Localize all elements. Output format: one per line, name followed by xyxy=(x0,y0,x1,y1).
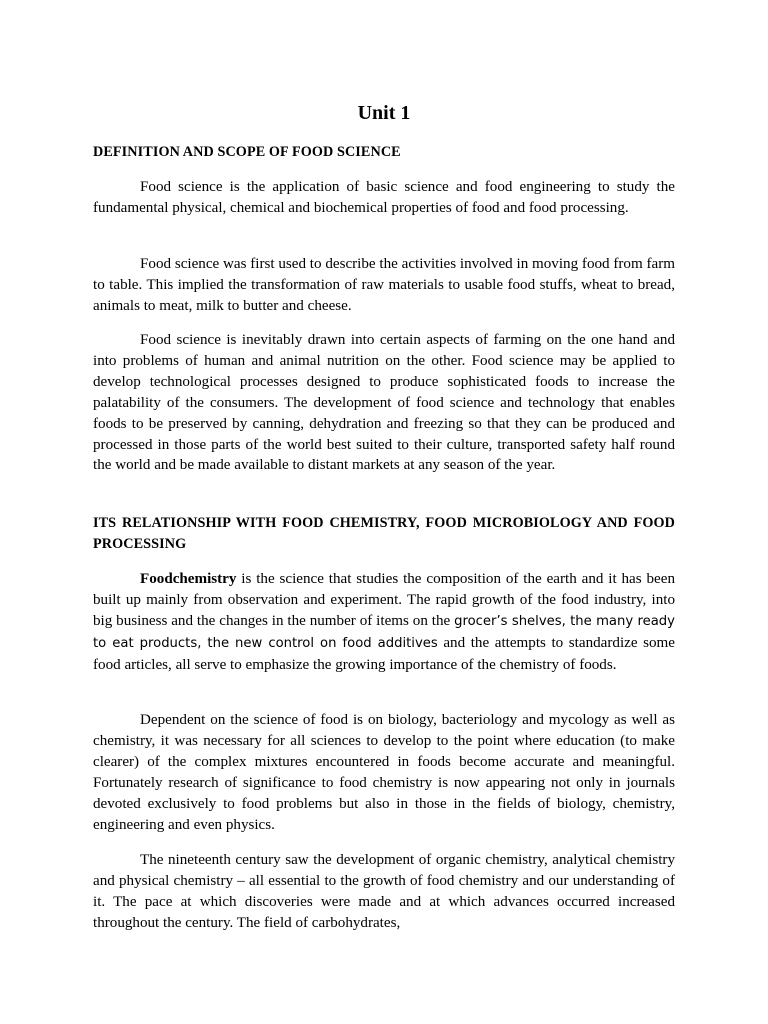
text-segment-sans: grocer’s shelves, the many ready to eat products, the new control on food additives xyxy=(93,613,675,651)
section-heading-definition: DEFINITION AND SCOPE OF FOOD SCIENCE xyxy=(93,144,401,160)
paragraph-text: The nineteenth century saw the development of organic chemistry, analytical chemistry and physical chemistry – all essential to the growth of food chemistry and our understanding of it. The pace at which discoveries were made and at which advances occurred increased throughout the century. The field of carbohydrates, xyxy=(93,852,675,931)
paragraph-nineteenth-century xyxy=(93,850,675,934)
paragraph-dependent-sciences xyxy=(93,710,675,835)
paragraph-farm-to-table xyxy=(93,254,675,317)
text-segment: and the attempts to standardize some food articles, all serve to emphasize the growing importance of the chemistry of foods. xyxy=(93,634,675,673)
paragraph-scope xyxy=(93,330,675,476)
paragraph-text: Food science was first used to describe the activities involved in moving food from farm to table. This implied the transformation of raw materials to usable food stuffs, wheat to bread, animals to meat, milk to butter and cheese. xyxy=(93,256,675,314)
paragraph-text: Food science is inevitably drawn into certain aspects of farming on the one hand and into problems of human and animal nutrition on the other. Food science may be applied to develop technological processes designed to produce sophisticated foods to increase the palatability of the consumers. The development of food science and technology that enables foods to be preserved by canning, dehydration and freezing so that they can be produced and processed in those parts of the world best suited to their culture, transported safety half round the world and be made available to distant markets at any season of the year. xyxy=(93,332,675,474)
paragraph-text: Food science is the application of basic science and food engineering to study the fundamental physical, chemical and biochemical properties of food and food processing. xyxy=(93,179,675,216)
paragraph-definition xyxy=(93,177,675,219)
bold-term: Foodchemistry xyxy=(140,571,237,587)
paragraph-text xyxy=(93,569,675,676)
paragraph-food-chemistry xyxy=(93,569,675,676)
paragraph-text: Dependent on the science of food is on biology, bacteriology and mycology as well as chemistry, it was necessary for all sciences to develop to the point where education (to make clearer) of the complex mixtures encountered in foods become accurate and meaningful. Fortunately research of significance to food chemistry is now appearing not only in journals devoted exclusively to food problems but also in those in the fields of biology, chemistry, engineering and even physics. xyxy=(93,712,675,833)
text-segment: is the science that studies the composition of the earth and it has been built up mainly from observation and experiment. The rapid growth of the food industry, into big business and the changes in the number of items on the xyxy=(93,571,675,629)
page-title: Unit 1 xyxy=(357,102,411,124)
section-heading-relationship: ITS RELATIONSHIP WITH FOOD CHEMISTRY, FOOD MICROBIOLOGY AND FOOD PROCESSING xyxy=(93,515,675,552)
